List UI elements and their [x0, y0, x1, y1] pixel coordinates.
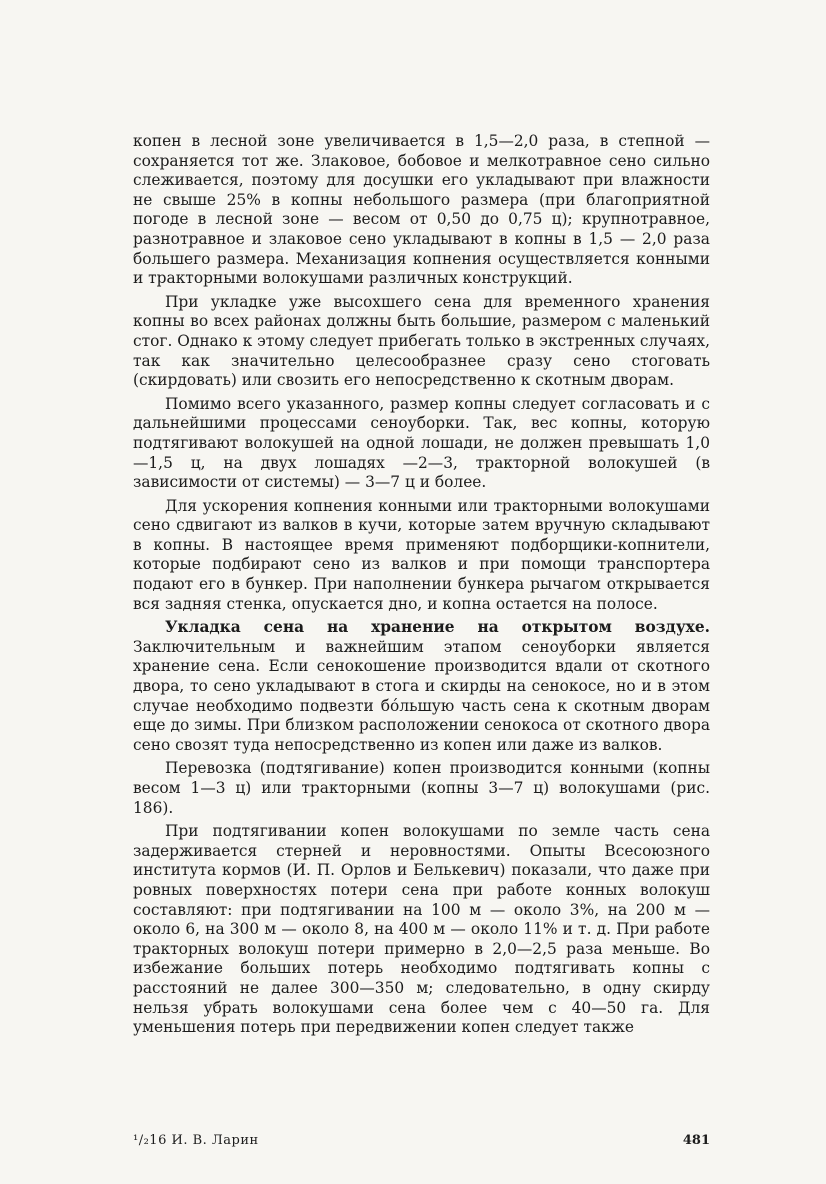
paragraph-3: Помимо всего указанного, размер копны следует согласовать и с дальнейшими процессами сеноуборки. Так, вес копны, которую подтягивают волокушей на одной лошади, не должен превышать 1,0—1,5 ц, на двух лошадях —2—3, тракторной волокушей (в зависимости от системы) — 3—7 ц и более. [133, 394, 710, 492]
paragraph-5: Укладка сена на хранение на открытом воздухе. Заключительным и важнейшим этапом сеноуборки является хранение сена. Если сенокошение производится вдали от скотного двора, то сено укладывают в стога и скирды на сенокосе, но и в этом случае необходимо подвезти бо́льшую часть сена к скотным дворам еще до зимы. При близком расположении сенокоса от скотного двора сено свозят туда непосредственно из копен или даже из валков. [133, 618, 710, 754]
paragraph-1: копен в лесной зоне увеличивается в 1,5—2,0 раза, в степной — сохраняется тот же. Злаковое, бобовое и мелкотравное сено сильно слеживается, поэтому для досушки его укладывают при влажности не свыше 25% в копны небольшого размера (при благоприятной погоде в лесной зоне — весом от 0,50 до 0,75 ц); крупнотравное, разнотравное и злаковое сено укладывают в копны в 1,5 — 2,0 раза большего размера. Механизация копнения осуществляется конными и тракторными волокушами различных конструкций. [133, 132, 710, 288]
page-number: 481 [682, 1133, 710, 1148]
paragraph-2: При укладке уже высохшего сена для временного хранения копны во всех районах должны быть большие, размером с маленький стог. Однако к этому следует прибегать только в экстренных случаях, так как значительно целесообразнее сразу сено стоговать (скирдовать) или свозить его непосредственно к скотным дворам. [133, 292, 710, 390]
printer-signature: ¹/₂16 И. В. Ларин [133, 1133, 259, 1148]
paragraph-7: При подтягивании копен волокушами по земле часть сена задерживается стерней и неровностями. Опыты Всесоюзного института кормов (И. П. Орлов и Белькевич) показали, что даже при ровных поверхностях потери сена при работе конных волокуш составляют: при подтягивании на 100 м — около 3%, на 200 м — около 6, на 300 м — около 8, на 400 м — около 11% и т. д. При работе тракторных волокуш потери примерно в 2,0—2,5 раза меньше. Во избежание больших потерь необходимо подтягивать копны с расстояний не далее 300—350 м; следовательно, в одну скирду нельзя убрать волокушами сена более чем с 40—50 га. Для уменьшения потерь при передвижении копен следует также [133, 822, 710, 1037]
paragraph-4: Для ускорения копнения конными или тракторными волокушами сено сдвигают из валков в кучи, которые затем вручную складывают в копны. В настоящее время применяют подборщики-копнители, которые подбирают сено из валков и при помощи транспортера подают его в бункер. При наполнении бункера рычагом открывается вся задняя стенка, опускается дно, и копна остается на полосе. [133, 496, 710, 613]
page-text [133, 132, 710, 1038]
section-heading: Укладка сена на хранение на открытом воздухе. [165, 618, 710, 637]
paragraph-6: Перевозка (подтягивание) копен производится конными (копны весом 1—3 ц) или тракторными (копны 3—7 ц) волокушами (рис. 186). [133, 759, 710, 817]
